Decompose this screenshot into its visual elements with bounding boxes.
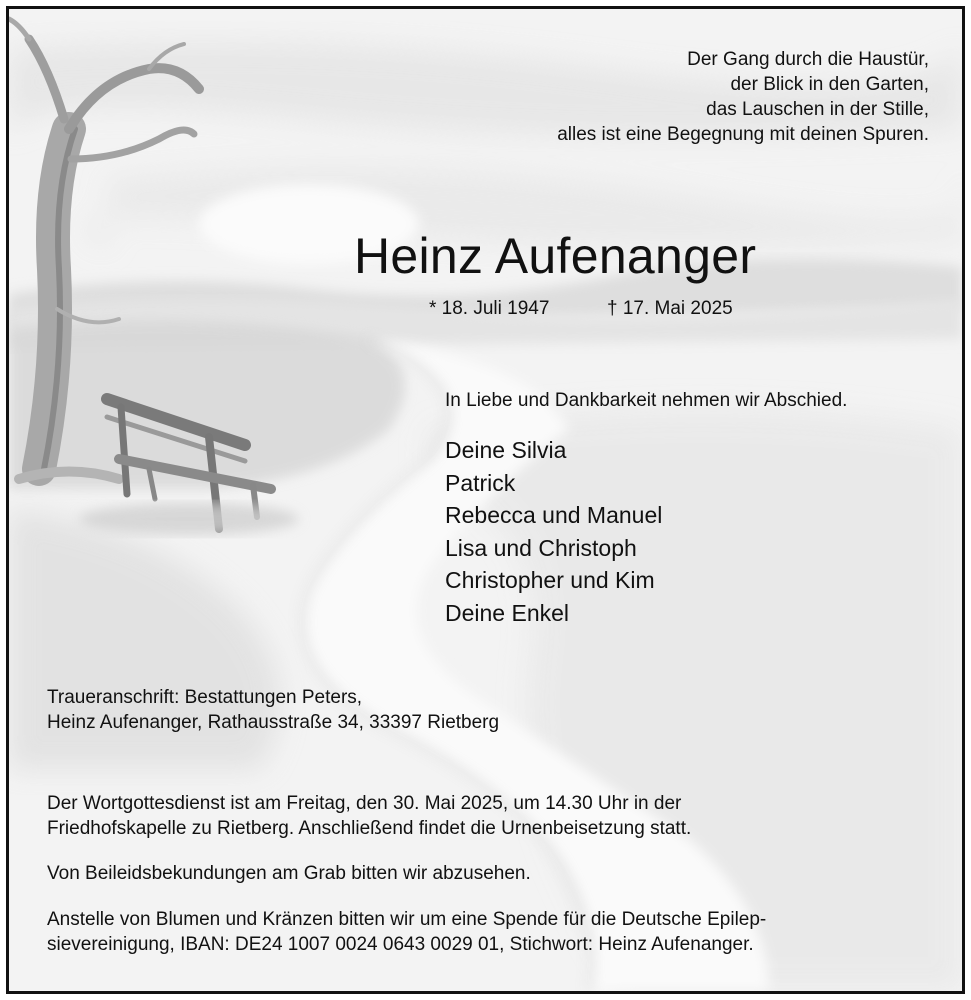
family-member: Patrick (445, 469, 516, 496)
mourning-address (47, 685, 499, 735)
poem (557, 47, 929, 147)
family-member: Rebecca und Manuel (445, 502, 663, 528)
family-member: Deine Enkel (445, 599, 570, 626)
donation-line: Anstelle von Blumen und Kränzen bitten wir um eine Spende für die Deutsche Epilep- (47, 909, 767, 930)
farewell-text: In Liebe und Dankbarkeit nehmen wir Abschied. (445, 390, 848, 411)
poem-line: Der Gang durch die Haustür, (687, 49, 929, 70)
poem-line: der Blick in den Garten, (730, 74, 929, 95)
death-date: † 17. Mai 2025 (607, 298, 733, 319)
family-list (445, 434, 662, 629)
family-member: Deine Silvia (445, 437, 567, 463)
family-member: Lisa und Christoph (445, 534, 637, 561)
deceased-name: Heinz Aufenanger (354, 228, 757, 284)
birth-date: * 18. Juli 1947 (429, 298, 550, 319)
donation-line: sievereinigung, IBAN: DE24 1007 0024 0643 0029 01, Stichwort: Heinz Aufenanger. (47, 934, 754, 955)
poem-line: das Lauschen in der Stille, (706, 99, 929, 120)
address-line: Traueranschrift: Bestattungen Peters, (47, 687, 363, 708)
condolence-note: Von Beileidsbekundungen am Grab bitten wir abzusehen. (47, 863, 531, 884)
service-info (47, 791, 927, 841)
donation-info (47, 907, 927, 957)
service-line: Friedhofskapelle zu Rietberg. Anschließend findet die Urnenbeisetzung statt. (47, 818, 692, 839)
obituary-frame (6, 6, 965, 994)
service-line: Der Wortgottesdienst ist am Freitag, den 30. Mai 2025, um 14.30 Uhr in der (47, 793, 682, 814)
family-member: Christopher und Kim (445, 567, 655, 593)
poem-line: alles ist eine Begegnung mit deinen Spuren. (557, 124, 929, 145)
address-line: Heinz Aufenanger, Rathausstraße 34, 33397 Rietberg (47, 712, 500, 733)
